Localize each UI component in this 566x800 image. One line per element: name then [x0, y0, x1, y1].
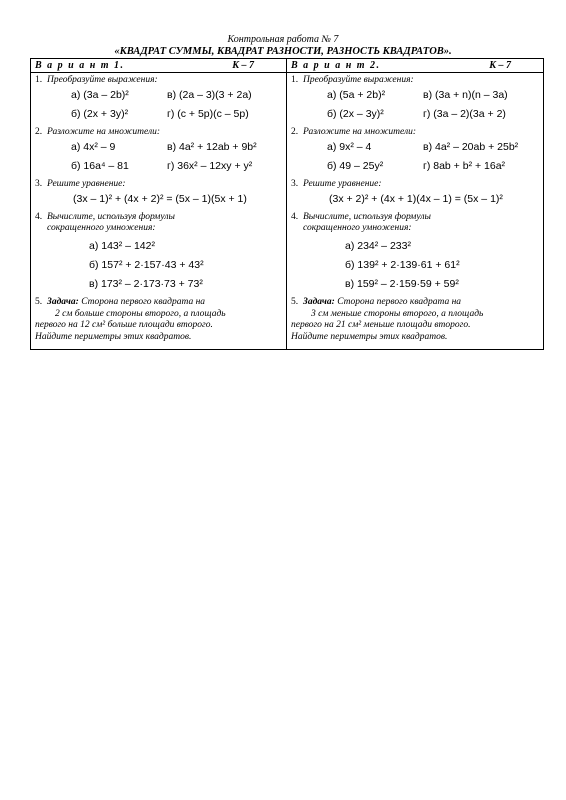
task-5-text-3: первого на 21 см² меньше площади второго. [291, 320, 471, 330]
variant-1-column [31, 59, 287, 349]
task-1 [35, 75, 282, 86]
task-number: 5. [35, 297, 43, 307]
expr-v: в) 4a² + 12ab + 9b² [167, 141, 257, 153]
variant-2-header [287, 59, 543, 73]
task-4-label-1: Вычислите, используя формулы [303, 212, 431, 222]
task-2-row-1 [35, 141, 282, 154]
task-5-text-3: первого на 12 см² больше площади второго. [35, 320, 213, 330]
expr-a: а) 4x² – 9 [71, 141, 116, 153]
task-5-text-4: Найдите периметры этих квадратов. [291, 331, 448, 342]
task-5-text-1: Сторона первого квадрата на [337, 297, 462, 307]
task-3-equation: (3x – 1)² + (4x + 2)² = (5x – 1)(5x + 1) [73, 193, 247, 205]
task-5-text-2: 3 см меньше стороны второго, а площадь [311, 308, 484, 319]
task-3-equation: (3x + 2)² + (4x + 1)(4x – 1) = (5x – 1)² [329, 193, 503, 205]
task-number: 5. [291, 297, 299, 307]
variant-2-title: В а р и а н т 2. [291, 60, 381, 71]
task-1 [291, 75, 539, 86]
task-3 [291, 179, 539, 190]
variant-2-column [287, 59, 543, 349]
task-3 [35, 179, 282, 190]
task-2 [35, 127, 282, 138]
expr-b: б) 16a⁴ – 81 [71, 160, 129, 172]
task-4 [291, 212, 539, 223]
task-2-label: Разложите на множители: [47, 127, 161, 137]
task-5-head: Задача: [303, 297, 335, 307]
task-number: 2. [35, 127, 43, 137]
variant-1-code: К – 7 [232, 60, 254, 71]
task-4-label-1: Вычислите, используя формулы [47, 212, 175, 222]
task-4 [35, 212, 282, 223]
task-2-label: Разложите на множители: [303, 127, 417, 137]
task-number: 1. [35, 75, 43, 85]
expr-g: г) (3a – 2)(3a + 2) [423, 108, 506, 120]
variants-table [30, 58, 544, 350]
expr-v: в) (2a – 3)(3 + 2a) [167, 89, 252, 101]
variant-1-title: В а р и а н т 1. [35, 60, 125, 71]
task-2 [291, 127, 539, 138]
expr-v: в) 4a² – 20ab + 25b² [423, 141, 519, 153]
task-4-expr-a: а) 234² – 233² [345, 240, 411, 252]
worksheet-subtitle: «КВАДРАТ СУММЫ, КВАДРАТ РАЗНОСТИ, РАЗНОСТЬ КВАДРАТОВ». [114, 46, 452, 57]
task-1-label: Преобразуйте выражения: [303, 75, 414, 85]
task-3-label: Решите уравнение: [47, 179, 126, 189]
expr-a: а) (5a + 2b)² [327, 89, 386, 101]
task-1-row-2 [35, 108, 282, 121]
task-4-label-2: сокращенного умножения: [47, 223, 156, 233]
task-number: 4. [291, 212, 299, 222]
expr-b: б) 49 – 25y² [327, 160, 384, 172]
expr-b: б) (2x – 3y)² [327, 108, 384, 120]
task-5 [35, 297, 282, 309]
task-number: 2. [291, 127, 299, 137]
worksheet-title: Контрольная работа № 7 [227, 34, 339, 45]
task-4-label-2: сокращенного умножения: [303, 223, 412, 233]
variant-2-code: К – 7 [489, 60, 511, 71]
expr-a: а) 9x² – 4 [327, 141, 372, 153]
task-5-text-1: Сторона первого квадрата на [81, 297, 206, 307]
task-2-row-1 [291, 141, 539, 154]
task-5-text-2: 2 см больше стороны второго, а площадь [55, 308, 226, 319]
expr-g: г) 8ab + b² + 16a² [423, 160, 506, 172]
task-number: 3. [291, 179, 299, 189]
task-5 [291, 297, 539, 309]
task-1-label: Преобразуйте выражения: [47, 75, 158, 85]
task-number: 1. [291, 75, 299, 85]
expr-g: г) (c + 5p)(c – 5p) [167, 108, 249, 120]
task-1-row-1 [35, 89, 282, 102]
task-5-head: Задача: [47, 297, 79, 307]
task-1-row-2 [291, 108, 539, 121]
task-number: 4. [35, 212, 43, 222]
task-3-label: Решите уравнение: [303, 179, 382, 189]
task-4-expr-v: в) 173² – 2·173·73 + 73² [89, 278, 203, 290]
variant-1-header [31, 59, 286, 73]
task-2-row-2 [35, 160, 282, 173]
expr-g: г) 36x² – 12xy + y² [167, 160, 253, 172]
expr-a: а) (3a – 2b)² [71, 89, 129, 101]
task-1-row-1 [291, 89, 539, 102]
expr-v: в) (3a + n)(n – 3a) [423, 89, 508, 101]
task-4-expr-b: б) 157² + 2·157·43 + 43² [89, 259, 204, 271]
task-4-expr-b: б) 139² + 2·139·61 + 61² [345, 259, 460, 271]
expr-b: б) (2x + 3y)² [71, 108, 129, 120]
task-4-expr-v: в) 159² – 2·159·59 + 59² [345, 278, 459, 290]
task-number: 3. [35, 179, 43, 189]
task-4-expr-a: а) 143² – 142² [89, 240, 155, 252]
task-5-text-4: Найдите периметры этих квадратов. [35, 331, 192, 342]
task-2-row-2 [291, 160, 539, 173]
